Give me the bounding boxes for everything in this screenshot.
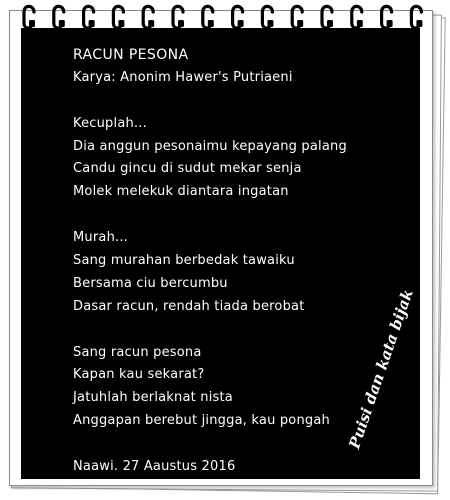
binding-hole [357, 20, 363, 27]
binding-hole [208, 20, 214, 27]
poem-line: Sang murahan berbedak tawaiku [73, 253, 295, 269]
poem-line: Jatuhlah berlaknat nista [73, 390, 233, 406]
binding-hole [178, 20, 184, 27]
poem-line: Dasar racun, rendah tiada berobat [73, 298, 305, 314]
spiral-binding [0, 0, 450, 40]
poem-dateline: Naawi. 27 Aaustus 2016 [73, 459, 236, 475]
poem-line: Anggapan berebut jingga, kau pongah [73, 413, 330, 429]
poem-line: Murah... [73, 230, 129, 246]
poem-line: Bersama ciu bercumbu [73, 275, 228, 291]
binding-hole [327, 20, 333, 27]
poem-line: Kapan kau sekarat? [73, 367, 205, 383]
binding-hole [148, 20, 154, 27]
poem-text [73, 44, 373, 479]
binding-hole [89, 20, 95, 27]
binding-hole [238, 20, 244, 27]
binding-hole [297, 20, 303, 27]
binding-hole [267, 20, 273, 27]
binding-hole [118, 20, 124, 27]
poem-line: Candu gincu di sudut mekar senja [73, 161, 302, 177]
signature-watermark: Puisi dan kata bijak [345, 286, 417, 452]
poem-title: RACUN PESONA [73, 47, 189, 63]
binding-hole [416, 20, 422, 27]
poem-line: Kecuplah... [73, 115, 147, 131]
poem-line: Molek melekuk diantara ingatan [73, 184, 289, 200]
binding-hole [29, 20, 35, 27]
binding-hole [59, 20, 65, 27]
poem-author: Karya: Anonim Hawer's Putriaeni [73, 69, 293, 85]
poem-line: Sang racun pesona [73, 344, 202, 360]
binding-hole [387, 20, 393, 27]
poem-line: Dia anggun pesonaimu kepayang palang [73, 138, 347, 154]
